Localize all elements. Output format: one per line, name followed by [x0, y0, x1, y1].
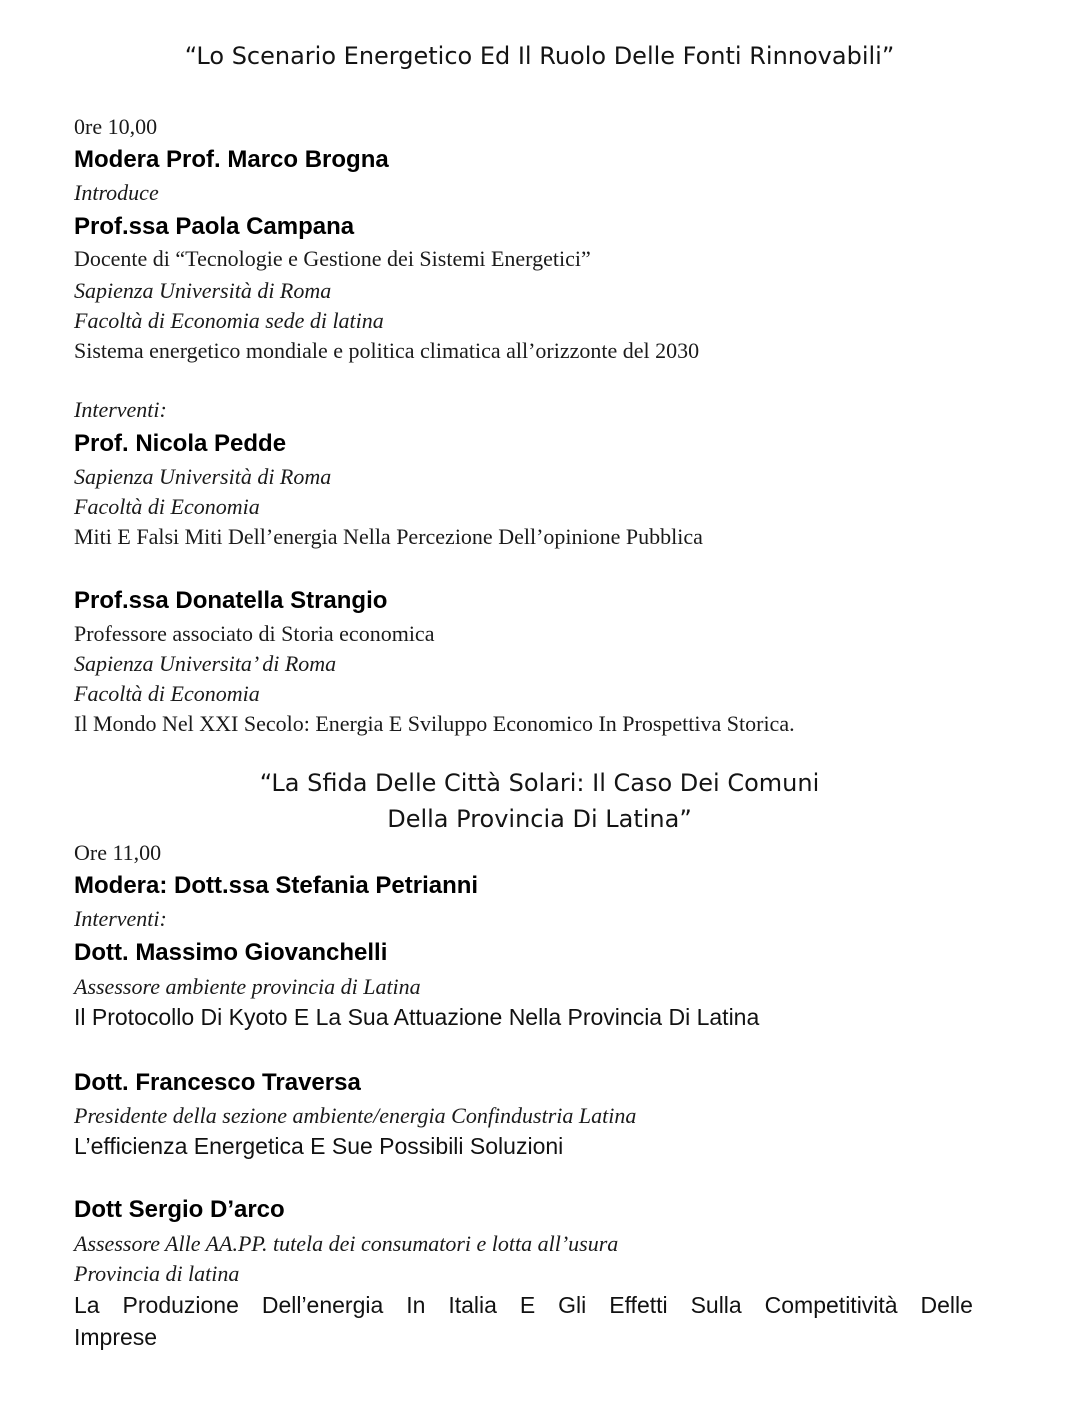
speaker-affiliation-strangio-2: Facoltà di Economia: [74, 681, 260, 706]
talk-title-darco-line-2: Imprese: [74, 1324, 158, 1350]
interventi-label-2: Interventi:: [74, 906, 167, 931]
talk-title-campana: Sistema energetico mondiale e politica climatica all’orizzonte del 2030: [74, 338, 700, 363]
session-2-title-line-1: “La Sfida Delle Città Solari: Il Caso Dei Comuni: [259, 769, 820, 797]
talk-word: La: [74, 1292, 100, 1318]
talk-word: Dell’energia: [261, 1292, 384, 1318]
talk-word: Delle: [920, 1292, 973, 1318]
speaker-name-campana: Prof.ssa Paola Campana: [74, 213, 355, 240]
speaker-affiliation-campana-1: Sapienza Università di Roma: [74, 278, 332, 303]
interventi-label-1: Interventi:: [74, 397, 167, 422]
talk-word: Effetti: [609, 1292, 668, 1318]
speaker-name-giovanchelli: Dott. Massimo Giovanchelli: [74, 939, 388, 966]
speaker-affiliation-campana-2: Facoltà di Economia sede di latina: [74, 308, 384, 333]
speaker-name-traversa: Dott. Francesco Traversa: [74, 1069, 361, 1096]
speaker-name-darco: Dott Sergio D’arco: [74, 1196, 285, 1223]
talk-word: E: [519, 1292, 536, 1318]
speaker-name-pedde: Prof. Nicola Pedde: [74, 430, 287, 457]
session-1-moderator: Modera Prof. Marco Brogna: [74, 146, 389, 173]
talk-title-strangio: Il Mondo Nel XXI Secolo: Energia E Sviluppo Economico In Prospettiva Storica.: [74, 711, 795, 736]
introduce-label: Introduce: [74, 180, 159, 205]
talk-word: Gli: [558, 1292, 587, 1318]
talk-word: Competitività: [764, 1292, 898, 1318]
speaker-affiliation-strangio-1: Sapienza Universita’ di Roma: [74, 651, 337, 676]
talk-title-traversa: L’efficienza Energetica E Sue Possibili Soluzioni: [74, 1133, 564, 1159]
speaker-role-campana: Docente di “Tecnologie e Gestione dei Sistemi Energetici”: [74, 246, 591, 271]
speaker-name-strangio: Prof.ssa Donatella Strangio: [74, 587, 388, 614]
session-2-title-line-2: Della Provincia Di Latina”: [387, 805, 692, 833]
speaker-role-strangio: Professore associato di Storia economica: [74, 621, 435, 646]
speaker-role-darco: Assessore Alle AA.PP. tutela dei consumatori e lotta all’usura: [74, 1231, 619, 1256]
session-1-title: “Lo Scenario Energetico Ed Il Ruolo Delle Fonti Rinnovabili”: [184, 42, 895, 70]
talk-word: In: [406, 1292, 426, 1318]
talk-word: Produzione: [122, 1292, 239, 1318]
talk-title-darco-line-1: [74, 1294, 973, 1317]
speaker-role-giovanchelli: Assessore ambiente provincia di Latina: [74, 974, 421, 999]
session-1-time: 0re 10,00: [74, 114, 158, 139]
speaker-affiliation-darco: Provincia di latina: [74, 1261, 240, 1286]
speaker-affiliation-pedde-2: Facoltà di Economia: [74, 494, 260, 519]
speaker-role-traversa: Presidente della sezione ambiente/energia Confindustria Latina: [74, 1103, 637, 1128]
talk-title-giovanchelli: Il Protocollo Di Kyoto E La Sua Attuazione Nella Provincia Di Latina: [74, 1004, 760, 1030]
speaker-affiliation-pedde-1: Sapienza Università di Roma: [74, 464, 332, 489]
talk-title-pedde: Miti E Falsi Miti Dell’energia Nella Percezione Dell’opinione Pubblica: [74, 524, 703, 549]
talk-word: Italia: [448, 1292, 497, 1318]
session-2-moderator: Modera: Dott.ssa Stefania Petrianni: [74, 872, 479, 899]
session-2-time: Ore 11,00: [74, 840, 162, 865]
talk-word: Sulla: [690, 1292, 742, 1318]
